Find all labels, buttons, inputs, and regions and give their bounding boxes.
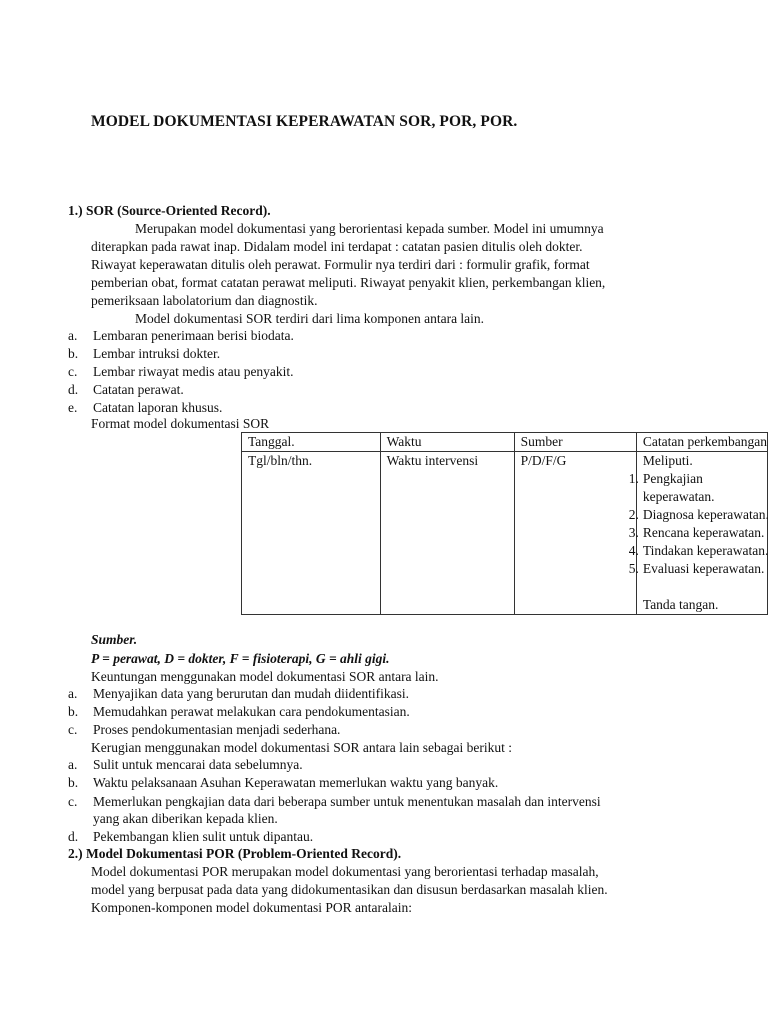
list-marker: b. xyxy=(68,775,79,790)
list-marker: d. xyxy=(68,829,79,844)
list-item: Lembar intruksi dokter. xyxy=(93,346,221,361)
header-cell: Catatan perkembangan xyxy=(636,433,767,452)
advantages-intro: Keuntungan menggunakan model dokumentasi SOR antara lain. xyxy=(91,669,439,684)
table-cell: Waktu intervensi xyxy=(380,452,514,615)
catatan-num: 1. xyxy=(628,471,639,486)
sumber-label: Sumber. xyxy=(91,632,138,647)
table-row xyxy=(242,452,768,615)
catatan-item: keperawatan. xyxy=(642,489,715,504)
sor-para-line: pemberian obat, format catatan perawat meliputi. Riwayat penyakit klien, perkembangan klien, xyxy=(91,275,606,290)
por-para-line: Komponen-komponen model dokumentasi POR antaralain: xyxy=(91,900,412,915)
page-title: MODEL DOKUMENTASI KEPERAWATAN SOR, POR, POR. xyxy=(91,113,518,130)
catatan-num: 4. xyxy=(628,543,639,558)
signature-label: Tanda tangan. xyxy=(642,597,719,612)
por-para-line: model yang berpusat pada data yang didokumentasikan dan disusun berdasarkan masalah klien. xyxy=(91,882,608,897)
list-item: Proses pendokumentasian menjadi sederhana. xyxy=(93,722,341,737)
section-1-heading: 1.) SOR (Source-Oriented Record). xyxy=(68,203,271,218)
sumber-legend: P = perawat, D = dokter, F = fisioterapi, G = ahli gigi. xyxy=(91,651,390,666)
list-item: Catatan laporan khusus. xyxy=(93,400,223,415)
sor-para-line: diterapkan pada rawat inap. Didalam model ini terdapat : catatan pasien ditulis oleh dokter. xyxy=(91,239,583,254)
list-marker: a. xyxy=(68,757,78,772)
section-2-heading: 2.) Model Dokumentasi POR (Problem-Oriented Record). xyxy=(68,846,402,861)
format-label: Format model dokumentasi SOR xyxy=(91,416,270,431)
disadvantages-intro: Kerugian menggunakan model dokumentasi SOR antara lain sebagai berikut : xyxy=(91,740,513,755)
list-marker: d. xyxy=(68,382,79,397)
sor-para-line: Riwayat keperawatan ditulis oleh perawat. Formulir nya terdiri dari : formulir grafik, format xyxy=(91,257,590,272)
list-item: Sulit untuk mencarai data sebelumnya. xyxy=(93,757,303,772)
table-cell: P/D/F/G xyxy=(514,452,636,615)
catatan-item: Diagnosa keperawatan. xyxy=(642,507,769,522)
list-item: Waktu pelaksanaan Asuhan Keperawatan memerlukan waktu yang banyak. xyxy=(93,775,499,790)
catatan-num: 5. xyxy=(628,561,639,576)
list-marker: a. xyxy=(68,686,78,701)
catatan-item: Rencana keperawatan. xyxy=(642,525,765,540)
list-item: Pekembangan klien sulit untuk dipantau. xyxy=(93,829,314,844)
list-marker: c. xyxy=(68,364,78,379)
list-marker: b. xyxy=(68,346,79,361)
header-cell: Sumber xyxy=(514,433,636,452)
table-header-row xyxy=(242,433,768,452)
catatan-num: 3. xyxy=(628,525,639,540)
header-cell: Tanggal. xyxy=(242,433,381,452)
table-cell: Tgl/bln/thn. xyxy=(242,452,381,615)
list-marker: a. xyxy=(68,328,78,343)
sor-para-line: Merupakan model dokumentasi yang berorientasi kepada sumber. Model ini umumnya xyxy=(135,221,604,236)
catatan-item: Tindakan keperawatan. xyxy=(642,543,769,558)
catatan-cell xyxy=(628,452,769,615)
list-marker: c. xyxy=(68,722,78,737)
sor-para-line: pemeriksaan labolatorium dan diagnostik. xyxy=(91,293,318,308)
catatan-head: Meliputi. xyxy=(642,453,693,468)
list-marker: b. xyxy=(68,704,79,719)
list-marker: e. xyxy=(68,400,78,415)
components-intro: Model dokumentasi SOR terdiri dari lima komponen antara lain. xyxy=(135,311,485,326)
header-cell: Waktu xyxy=(380,433,514,452)
list-item: Catatan perawat. xyxy=(93,382,184,397)
list-item-continuation: yang akan diberikan kepada klien. xyxy=(93,811,278,826)
list-item: Menyajikan data yang berurutan dan mudah diidentifikasi. xyxy=(93,686,410,701)
catatan-num: 2. xyxy=(628,507,639,522)
sor-format-table xyxy=(241,432,768,615)
catatan-item: Pengkajian xyxy=(642,471,703,486)
list-item: Lembaran penerimaan berisi biodata. xyxy=(93,328,294,343)
catatan-list xyxy=(628,470,769,614)
por-para-line: Model dokumentasi POR merupakan model dokumentasi yang berorientasi terhadap masalah, xyxy=(91,864,599,879)
list-item: Memerlukan pengkajian data dari beberapa sumber untuk menentukan masalah dan intervensi xyxy=(93,794,601,809)
list-item: Lembar riwayat medis atau penyakit. xyxy=(93,364,294,379)
catatan-item: Evaluasi keperawatan. xyxy=(642,561,765,576)
list-item: Memudahkan perawat melakukan cara pendokumentasian. xyxy=(93,704,410,719)
list-marker: c. xyxy=(68,794,78,809)
